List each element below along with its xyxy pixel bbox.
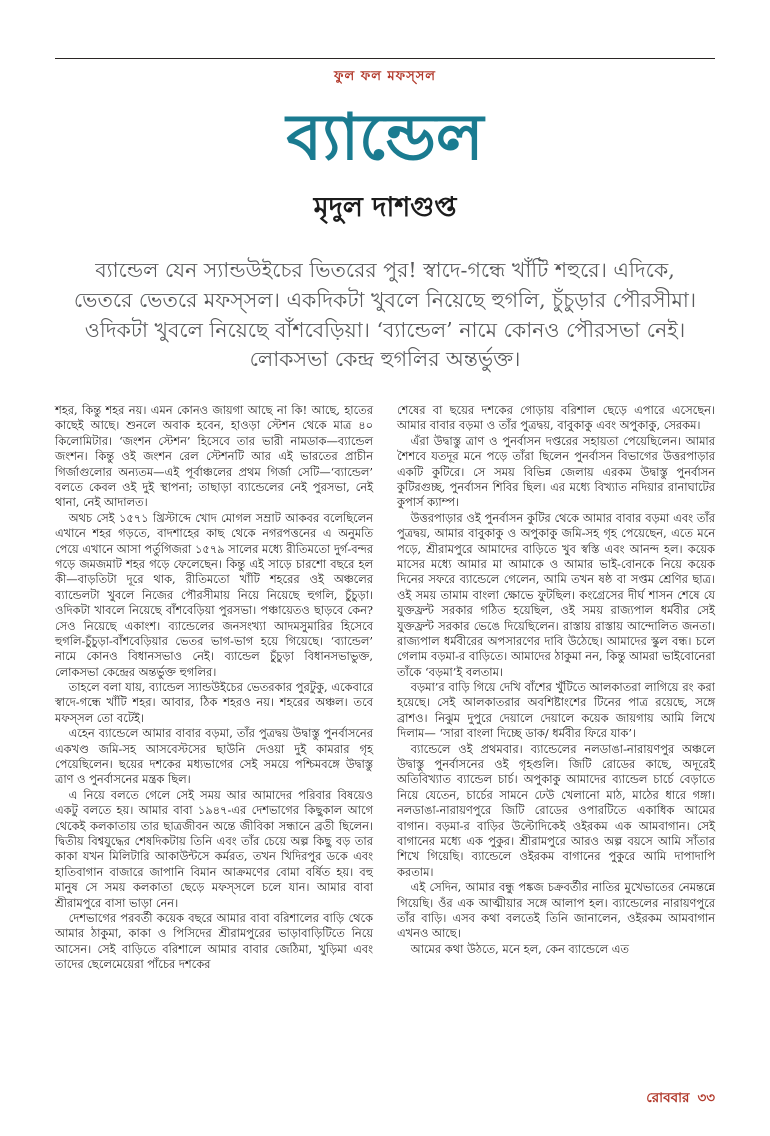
- article-paragraph: শেষের বা ছয়ের দশকের গোড়ায় বরিশাল ছেড়ে এপারে এসেছেন। আমার বাবার বড়মা ও তাঁর পুত্রদ্বয়, বাবুকাকু এবং অপুকাকু, সেরকম।: [397, 403, 715, 433]
- article-paragraph: বড়মা’র বাড়ি গিয়ে দেখি বাঁশের খুঁটিতে আলকাতরা লাগিয়ে রং করা হয়েছে। সেই আলকাতরার অবশিষ্টাংশের টিনের পাত্র রয়েছে, সঙ্গে ব্রাশও। নিঝুম দুপুরে দেয়ালে দেয়ালে কয়েক জায়গায় আমি লিখে দিলাম— ‘সারা বাংলা দিচ্ছে ডাক/ ধর্মবীর ফিরে যাক’।: [397, 680, 715, 741]
- section-kicker: ফুল ফল মফস্সল: [333, 69, 436, 84]
- article-paragraph: অথচ সেই ১৫৭১ খ্রিস্টাব্দে খোদ মোগল সম্রাট আকবর বলেছিলেন এখানে শহর গড়তে, বাদশাহের কাছ থেকে নগরপত্তনের এ অনুমতি পেয়ে এখানে আসা পর্তুগিজরা ১৫৭৯ সালের মধ্যে রীতিমতো দুর্গ-বন্দর গড়ে জমজমাট শহর গড়ে ফেলেছেন। কিন্তু এই সাড়ে চারশো বছরে হল কী—বাড়তিটা দূরে থাক, রীতিমতো খাঁটি শহরের ওই অঞ্চলের ব্যান্ডেলটা খুবলে নিজের পৌরসীমায় নিয়ে নিয়েছে হুগলি, চুঁচুড়া। ওদিকটা খাবলে নিয়েছে বাঁশবেড়িয়া পুরসভা। পঞ্চায়েতও ছাড়বে কেন? সেও নিয়েছে একাংশ। ব্যান্ডেলের জনসংখ্যা আদমসুমারির হিসেবে হুগলি-চুঁচুড়া-বাঁশবেড়িয়ার ভেতর ভাগ-ভাগ হয়ে গিয়েছে। ‘ব্যান্ডেল’ নামে কোনও বিধানসভাও নেই। ব্যান্ডেল চুঁচুড়া বিধানসভাভুক্ত, লোকসভা কেন্দ্রের অন্তর্ভুক্ত হুগলির।: [55, 510, 373, 679]
- article-paragraph: আমের কথা উঠতে, মনে হল, কেন ব্যান্ডেলে এত: [410, 941, 629, 956]
- page-number: ৩৩: [697, 1090, 715, 1106]
- article-paragraph: এই সেদিন, আমার বন্ধু পঙ্কজ চক্রবর্তীর নাতির মুখেভাতের নেমন্তন্নে গিয়েছি। ওঁর এক আত্মীয়ার সঙ্গে আলাপ হল। ব্যান্ডেলের নারায়ণপুরে তাঁর বাড়ি। এসব কথা বলতেই তিনি জানালেন, ওইরকম আমবাগান এখনও আছে।: [397, 880, 715, 941]
- article-paragraph: এঁরা উদ্বাস্তু ত্রাণ ও পুনর্বাসন দপ্তরের সহায়তা পেয়েছিলেন। আমার শৈশবে যতদূর মনে পড়ে তাঁরা ছিলেন পুনর্বাসন বিভাগের উত্তরপাড়ার একটি কুটিরে। সে সময় বিভিন্ন জেলায় এরকম উদ্বাস্তু পুনর্বাসন কুটিরগুচ্ছ, পুনর্বাসন শিবির ছিল। এর মধ্যে বিখ্যাত নদিয়ার রানাঘাটের কুপার্স ক্যাম্প।: [397, 433, 715, 510]
- article-lead: ব্যান্ডেল যেন স্যান্ডউইচের ভিতরের পুর! স্বাদে-গন্ধে খাঁটি শহুরে। এদিকে, ভেতরে ভেতরে মফস্সল। একদিকটা খুবলে নিয়েছে হুগলি, চুঁচুড়ার পৌরসীমা। ওদিকটা খুবলে নিয়েছে বাঁশবেড়িয়া। ‘ব্যান্ডেল’ নামে কোনও পৌরসভা নেই। লোকসভা কেন্দ্র হুগলির অন্তর্ভুক্ত।: [73, 258, 697, 372]
- right-column: [397, 403, 715, 972]
- article-paragraph: উত্তরপাড়ার ওই পুনর্বাসন কুটির থেকে আমার বাবার বড়মা এবং তাঁর পুত্রদ্বয়, আমার বাবুকাকু ও অপুকাকু জমি-সহ গৃহ পেয়েছেন, এতে মনে পড়ে, শ্রীরামপুরে আমাদের বাড়িতে খুব স্বস্তি এবং আনন্দ হল। কয়েক মাসের মধ্যে আমার মা আমাকে ও আমার ভাই-বোনকে নিয়ে কয়েক দিনের সফরে ব্যান্ডেলে গেলেন, আমি তখন ষষ্ঠ বা সপ্তম শ্রেণির ছাত্র। ওই সময় তামাম বাংলা ক্ষোভে ফুটছিল। কংগ্রেসের দীর্ঘ শাসন শেষে যে যুক্তফ্রন্ট সরকার গঠিত হয়েছিল, ওই সময় রাজ্যপাল ধর্মবীর সেই যুক্তফ্রন্ট সরকার ভেঙে দিয়েছিলেন। রাস্তায় রাস্তায় আন্দোলিত জনতা। রাজ্যপাল ধর্মবীরের অপসারণের দাবি উঠেছে। আমাদের স্কুল বন্ধ। চলে গেলাম বড়মা-র বাড়িতে। আমাদের ঠাকুমা নন, কিন্তু আমরা ভাইবোনেরা তাঁকে ‘বড়মা’ই বলতাম।: [397, 510, 715, 679]
- article-paragraph: এহেন ব্যান্ডেলে আমার বাবার বড়মা, তাঁর পুত্রদ্বয় উদ্বাস্তু পুনর্বাসনের একখণ্ড জমি-সহ আসবেস্টসের ছাউনি দেওয়া দুই কামরার গৃহ পেয়েছিলেন। ছয়ের দশকের মধ্যভাগের সেই সময়ে পশ্চিমবঙ্গে উদ্বাস্তু ত্রাণ ও পুনর্বাসনের মন্ত্রক ছিল।: [55, 726, 373, 787]
- article-paragraph: এ নিয়ে বলতে গেলে সেই সময় আর আমাদের পরিবার বিষয়েও একটু বলতে হয়। আমার বাবা ১৯৪৭-এর দেশভাগের কিছুকাল আগে থেকেই কলকাতায় তার ছাত্রজীবন অন্তে জীবিকা সন্ধানে ব্রতী ছিলেন। দ্বিতীয় বিশ্বযুদ্ধের শেষদিকটায় তিনি এবং তাঁর চেয়ে অল্প কিছু বড় তার কাকা যখন মিলিটারি আকাউন্টসে কর্মরত, তখন খিদিরপুর ডকে এবং হাতিবাগান বাজারে জাপানি বিমান আক্রমণের বোমা বর্ষিত হয়। বহু মানুষ সে সময় কলকাতা ছেড়ে মফস্সলে চলে যান। আমার বাবা শ্রীরামপুরে বাসা ভাড়া নেন।: [55, 787, 373, 910]
- page-footer: [646, 1087, 715, 1110]
- article-paragraph: তাহলে বলা যায়, ব্যান্ডেল স্যান্ডউইচের ভেতরকার পুরটুকু, একেবারে স্বাদে-গন্ধে খাঁটি শহর। আবার, ঠিক শহরও নয়। শহরের অঞ্চল। তবে মফস্সল তো বটেই।: [55, 680, 373, 725]
- page-content: [0, 58, 770, 973]
- top-rule: [55, 58, 715, 59]
- article-title: ব্যান্ডেল: [286, 100, 484, 175]
- magazine-name: রোববার: [646, 1090, 690, 1106]
- article-paragraph: দেশভাগের পরবর্তী কয়েক বছরে আমার বাবা বরিশালের বাড়ি থেকে আমার ঠাকুমা, কাকা ও পিসিদের শ্রীরামপুরের ভাড়াবাড়িটিতে নিয়ে আসেন। সেই বাড়িতে বরিশালে আমার বাবার জেঠিমা, খুড়িমা এবং তাদের ছেলেমেয়েরা পাঁচের দশকের: [55, 910, 373, 972]
- article-author: মৃদুল দাশগুপ্ত: [313, 192, 457, 224]
- article-paragraph: শহর, কিন্তু শহর নয়। এমন কোনও জায়গা আছে না কি! আছে, হাতের কাছেই আছে। শুনলে অবাক হবেন, হাওড়া স্টেশন থেকে মাত্র ৪০ কিলোমিটার। ‘জংশন স্টেশন’ হিসেবে তার ভারী নামডাক—ব্যান্ডেল জংশন। কিন্তু ওই জংশন রেল স্টেশনটি আর এই ভারতের প্রাচীন গির্জাগুলোর অন্যতম—এই পূর্বাঞ্চলের প্রথম গির্জা সেটি—‘ব্যান্ডেল’ বলতে কেবল ওই দুই স্থাপনা; তাছাড়া ব্যান্ডেলের নেই পুরসভা, নেই থানা, নেই আদালত।: [55, 403, 373, 510]
- article-paragraph: ব্যান্ডেলে ওই প্রথমবার। ব্যান্ডেলের নলডাঙা-নারায়ণপুর অঞ্চলে উদ্বাস্তু পুনর্বাসনের ওই গৃহগুলি। জিটি রোডের কাছে, অদূরেই অতিবিখ্যাত ব্যান্ডেল চার্চ। অপুকাকু আমাদের ব্যান্ডেল চার্চে বেড়াতে নিয়ে যেতেন, চার্চের সামনে ঢেউ খেলানো মাঠ, মাঠের ধারে গঙ্গা। নলডাঙা-নারায়ণপুরে জিটি রোডের ওপারটিতে একাধিক আমের বাগান। বড়মা-র বাড়ির উল্টোদিকেই ওইরকম এক আমবাগান। সেই বাগানের মধ্যে এক পুকুর। শ্রীরামপুরে আরও অল্প বয়সে আমি সাঁতার শিখে গিয়েছি। ব্যান্ডেলে ওইরকম বাগানের পুকুরে আমি দাপাদাপি করতাম।: [397, 741, 715, 879]
- article-body: [55, 403, 715, 972]
- left-column: [55, 403, 373, 972]
